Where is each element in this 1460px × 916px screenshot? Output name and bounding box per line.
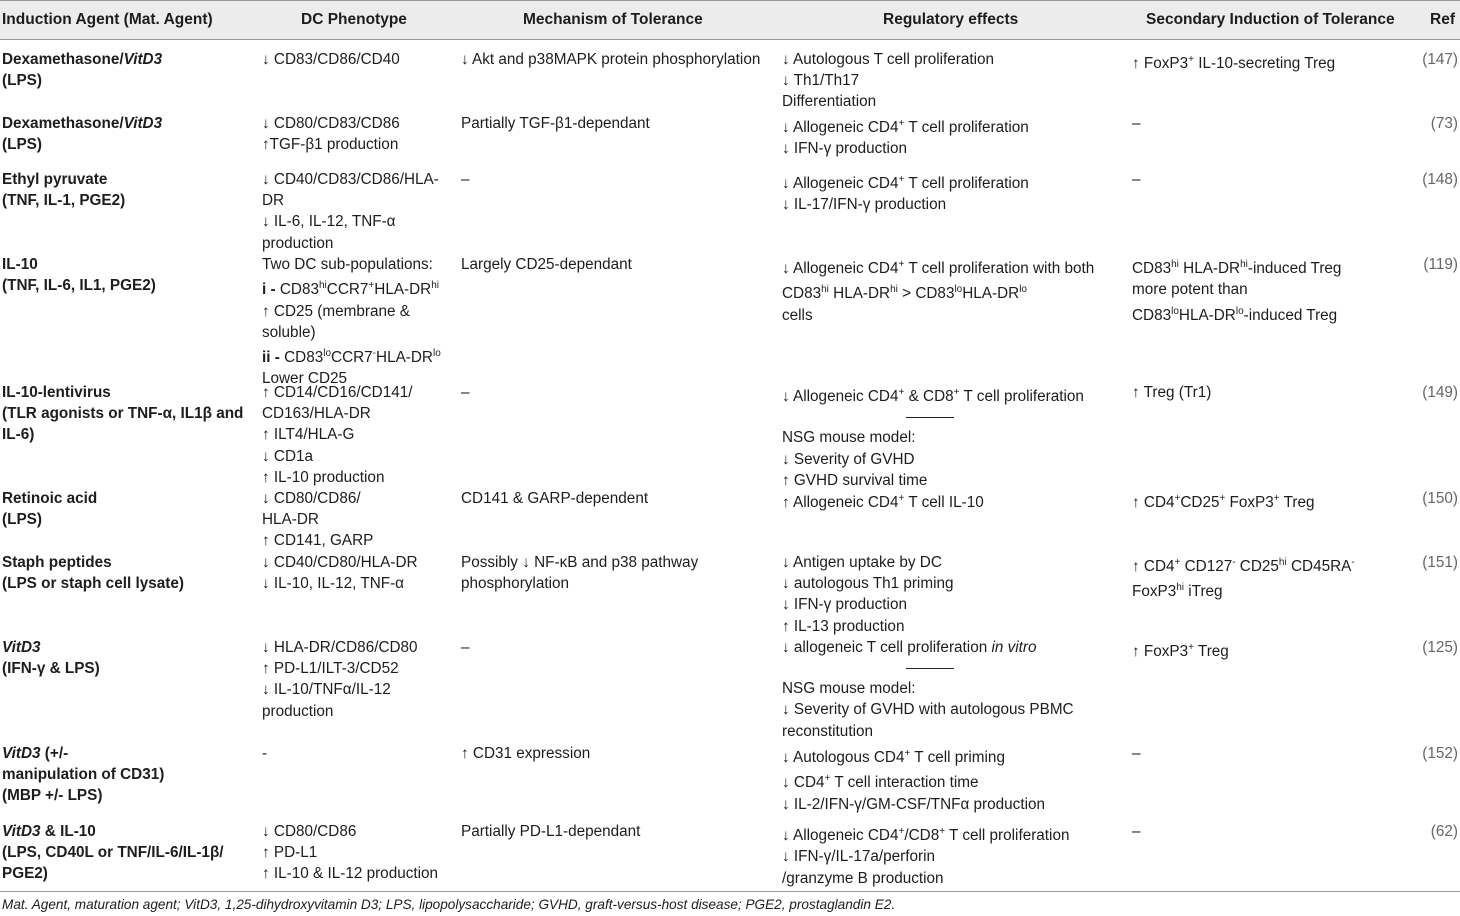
cell-line: (LPS) bbox=[2, 72, 42, 90]
cell-line: CD141 & GARP-dependent bbox=[461, 490, 649, 507]
mechanism-cell bbox=[461, 743, 771, 764]
cell-line: – bbox=[461, 384, 470, 401]
regulatory-cell bbox=[782, 552, 1122, 637]
regulatory-cell bbox=[782, 743, 1122, 815]
cell-line: IL-10 bbox=[2, 256, 38, 273]
cell-line: ↑ CD4+CD25+ FoxP3+ Treg bbox=[1132, 493, 1315, 512]
cell-line: – bbox=[461, 639, 470, 656]
cell-line: ↑ IL-13 production bbox=[782, 617, 905, 635]
cell-line: ↓ Allogeneic CD4+ T cell proliferation with both bbox=[782, 259, 1095, 278]
regulatory-cell bbox=[782, 488, 1122, 513]
phenotype-cell bbox=[262, 382, 452, 488]
mechanism-cell bbox=[461, 49, 771, 70]
regulatory-cell bbox=[782, 169, 1122, 216]
mechanism-cell bbox=[461, 382, 771, 403]
phenotype-cell bbox=[262, 169, 452, 254]
secondary-cell bbox=[1132, 382, 1422, 403]
header-rule bbox=[0, 39, 1460, 40]
phenotype-cell bbox=[262, 743, 452, 764]
cell-line: (LPS) bbox=[2, 136, 42, 154]
bottom-rule bbox=[0, 891, 1460, 892]
cell-line: ↓ allogeneic T cell proliferation in vitro bbox=[782, 639, 1037, 656]
agent-cell bbox=[2, 49, 252, 91]
cell-line: ↑ CD31 expression bbox=[461, 745, 591, 762]
secondary-cell bbox=[1132, 552, 1422, 603]
cell-line: Two DC sub-populations: bbox=[262, 256, 433, 273]
cell-line: ↑ IL-10 & IL-12 production bbox=[262, 865, 439, 883]
cell-line: VitD3 & IL-10 bbox=[2, 823, 96, 840]
cell-line: ↓ IFN-γ production bbox=[782, 596, 907, 614]
cell-line: manipulation of CD31) bbox=[2, 766, 165, 784]
cell-line: ↓ IL-17/IFN-γ production bbox=[782, 196, 947, 214]
phenotype-cell bbox=[262, 821, 452, 885]
cell-line: ↓ Autologous CD4+ T cell priming bbox=[782, 748, 1005, 767]
cell-line: $CD83^{hi}$ HLA-$DR^{hi}$-induced Treg bbox=[1132, 259, 1342, 278]
cell-line: – bbox=[1132, 823, 1141, 840]
cell-line: ↓ IL-2/IFN-γ/GM-CSF/TNFα production bbox=[782, 795, 1045, 813]
agent-cell bbox=[2, 821, 252, 885]
cell-line: more potent than bbox=[1132, 281, 1248, 299]
secondary-cell bbox=[1132, 169, 1422, 190]
cell-line: i - $CD83^{hi}CCR7^+HLA-DR^{hi}$ bbox=[262, 280, 440, 299]
cell-line: ↓ IL-10, IL-12, TNF-α bbox=[262, 575, 405, 593]
cell-line: ↓ Allogeneic CD4+ T cell proliferation bbox=[782, 174, 1029, 193]
phenotype-cell bbox=[262, 552, 452, 594]
cell-line: ↑ CD141, GARP bbox=[262, 532, 374, 550]
cell-line: production bbox=[262, 234, 334, 252]
cell-line: phosphorylation bbox=[461, 575, 570, 593]
cell-line: ↓ IFN-γ/IL-17a/perforin bbox=[782, 848, 936, 866]
cell-line: ↓ Th1/Th17 bbox=[782, 72, 860, 90]
cell-line: $FoxP3^{hi}$ iTreg bbox=[1132, 582, 1223, 601]
cell-line: Staph peptides bbox=[2, 554, 112, 571]
cell-line: ↓ Allogeneic CD4+/CD8+ T cell proliferation bbox=[782, 826, 1070, 845]
ref-cell: (149) bbox=[1422, 384, 1458, 401]
secondary-cell bbox=[1132, 254, 1422, 326]
mechanism-cell bbox=[461, 552, 771, 594]
cell-line: VitD3 bbox=[2, 639, 41, 656]
ref-cell: (125) bbox=[1422, 639, 1458, 656]
header-regulatory-effects: Regulatory effects bbox=[883, 11, 1019, 28]
cell-line: (MBP +/- LPS) bbox=[2, 787, 103, 805]
agent-cell bbox=[2, 552, 252, 594]
mechanism-cell bbox=[461, 113, 771, 134]
cell-line: (LPS, CD40L or TNF/IL-6/IL-1β/ bbox=[2, 844, 224, 862]
ref-cell: (152) bbox=[1422, 745, 1458, 762]
separator-line bbox=[906, 417, 954, 418]
regulatory-cell bbox=[782, 821, 1122, 889]
cell-line: ↓ CD40/CD80/HLA-DR bbox=[262, 554, 418, 571]
cell-line: ↓ Severity of GVHD bbox=[782, 450, 915, 468]
phenotype-cell bbox=[262, 254, 452, 389]
ref-cell: (62) bbox=[1430, 823, 1458, 840]
cell-line: /granzyme B production bbox=[782, 869, 944, 887]
cell-line: Dexamethasone/VitD3 bbox=[2, 115, 163, 132]
cell-line: Dexamethasone/VitD3 bbox=[2, 51, 163, 68]
cell-line: - bbox=[262, 745, 268, 762]
cell-line: (TNF, IL-6, IL1, PGE2) bbox=[2, 277, 156, 295]
cell-line: ↓ Autologous T cell proliferation bbox=[782, 51, 995, 68]
secondary-cell bbox=[1132, 821, 1422, 842]
header-mechanism: Mechanism of Tolerance bbox=[523, 11, 703, 28]
cell-line: NSG mouse model: bbox=[782, 680, 916, 698]
cell-line: ↓ CD83/CD86/CD40 bbox=[262, 51, 400, 68]
agent-cell bbox=[2, 637, 252, 679]
phenotype-cell bbox=[262, 637, 452, 722]
mechanism-cell bbox=[461, 821, 771, 842]
regulatory-cell bbox=[782, 637, 1122, 742]
ref-cell: (151) bbox=[1422, 554, 1458, 571]
mechanism-cell bbox=[461, 488, 771, 509]
cell-line: ↑ Allogeneic CD4+ T cell IL-10 bbox=[782, 493, 984, 512]
phenotype-cell bbox=[262, 49, 452, 70]
cell-line: ↓ HLA-DR/CD86/CD80 bbox=[262, 639, 418, 656]
cell-line: – bbox=[461, 171, 470, 188]
cell-line: ↓ autologous Th1 priming bbox=[782, 575, 954, 593]
cell-line: Differentiation bbox=[782, 93, 877, 111]
cell-line: $CD83^{hi}$ HLA-$DR^{hi} > CD83^{lo}HLA-DR^{lo}$ bbox=[782, 284, 1027, 303]
cell-line: (LPS or staph cell lysate) bbox=[2, 575, 184, 593]
header-dc-phenotype: DC Phenotype bbox=[301, 11, 407, 28]
agent-cell bbox=[2, 113, 252, 155]
separator-line bbox=[906, 668, 954, 669]
secondary-cell bbox=[1132, 743, 1422, 764]
cell-line: – bbox=[1132, 745, 1141, 762]
cell-line: ↑ CD4+ CD127- $CD25^{hi}$ CD45RA- bbox=[1132, 557, 1355, 576]
cell-line: Largely CD25-dependant bbox=[461, 256, 632, 273]
regulatory-cell bbox=[782, 49, 1122, 113]
cell-line: (TNF, IL-1, PGE2) bbox=[2, 192, 126, 210]
cell-line: ↓ Allogeneic CD4+ T cell proliferation bbox=[782, 118, 1029, 137]
cell-line: ↑ FoxP3+ Treg bbox=[1132, 642, 1229, 661]
cell-line: Partially PD-L1-dependant bbox=[461, 823, 641, 840]
ref-cell: (119) bbox=[1423, 256, 1458, 273]
cell-line: ↓ CD40/CD83/CD86/HLA- bbox=[262, 171, 439, 188]
cell-line: ↓ CD80/CD83/CD86 bbox=[262, 115, 400, 132]
cell-line: ↓ CD4+ T cell interaction time bbox=[782, 773, 979, 792]
cell-line: – bbox=[1132, 171, 1141, 188]
cell-line: ↓ Akt and p38MAPK protein phosphorylation bbox=[461, 51, 761, 68]
top-rule bbox=[0, 0, 1460, 1]
cell-line: ↓ CD80/CD86/ bbox=[262, 490, 361, 507]
secondary-cell bbox=[1132, 113, 1422, 134]
cell-line: ii - $CD83^{lo}CCR7^-HLA-DR^{lo}$ bbox=[262, 347, 441, 366]
mechanism-cell bbox=[461, 169, 771, 190]
agent-cell bbox=[2, 382, 252, 446]
cell-line: ↓ Antigen uptake by DC bbox=[782, 554, 942, 571]
cell-line: ↓ Allogeneic CD4+ & CD8+ T cell proliferation bbox=[782, 387, 1084, 406]
cell-line: (TLR agonists or TNF-α, IL1β and bbox=[2, 405, 244, 423]
cell-line: cells bbox=[782, 306, 813, 324]
cell-line: CD163/HLA-DR bbox=[262, 405, 371, 423]
agent-cell bbox=[2, 254, 252, 296]
cell-line: (LPS) bbox=[2, 511, 42, 529]
header-ref: Ref bbox=[1430, 11, 1455, 28]
cell-line: ↓ IL-10/TNFα/IL-12 bbox=[262, 681, 391, 699]
cell-line: Retinoic acid bbox=[2, 490, 98, 507]
regulatory-cell bbox=[782, 113, 1122, 160]
cell-line: ↑TGF-β1 production bbox=[262, 136, 399, 154]
cell-line: ↑ CD25 (membrane & bbox=[262, 302, 410, 320]
cell-line: reconstitution bbox=[782, 722, 873, 740]
cell-line: ↑ ILT4/HLA-G bbox=[262, 426, 355, 444]
cell-line: IL-10-lentivirus bbox=[2, 384, 111, 401]
mechanism-cell bbox=[461, 637, 771, 658]
agent-cell bbox=[2, 743, 252, 807]
cell-line: HLA-DR bbox=[262, 511, 319, 529]
agent-cell bbox=[2, 488, 252, 530]
cell-line: (IFN-γ & LPS) bbox=[2, 660, 100, 678]
cell-line: ↓ CD1a bbox=[262, 447, 314, 465]
cell-line: ↓ Severity of GVHD with autologous PBMC bbox=[782, 701, 1074, 719]
agent-cell bbox=[2, 169, 252, 211]
cell-line: DR bbox=[262, 192, 285, 210]
secondary-cell bbox=[1132, 488, 1422, 513]
table-footnote: Mat. Agent, maturation agent; VitD3, 1,25-dihydroxyvitamin D3; LPS, lipopolysaccharide; GVHD, graft-versus-host disease; PGE2, prostaglandin E2. bbox=[2, 897, 896, 912]
ref-cell: (148) bbox=[1422, 171, 1458, 188]
cell-line: Ethyl pyruvate bbox=[2, 171, 108, 188]
table-header bbox=[0, 0, 1460, 40]
cell-line: soluble) bbox=[262, 323, 316, 341]
cell-line: – bbox=[1132, 115, 1141, 132]
cell-line: Possibly ↓ NF-κB and p38 pathway bbox=[461, 554, 699, 571]
ref-cell: (73) bbox=[1430, 115, 1458, 132]
cell-line: NSG mouse model: bbox=[782, 429, 916, 447]
regulatory-cell bbox=[782, 382, 1122, 491]
cell-line: ↓ IFN-γ production bbox=[782, 140, 907, 158]
cell-line: ↑ IL-10 production bbox=[262, 468, 385, 486]
header-induction-agent: Induction Agent (Mat. Agent) bbox=[2, 11, 213, 28]
ref-cell: (150) bbox=[1422, 490, 1458, 507]
ref-cell: (147) bbox=[1422, 51, 1458, 68]
cell-line: ↓ IL-6, IL-12, TNF-α bbox=[262, 213, 396, 231]
secondary-cell bbox=[1132, 637, 1422, 662]
cell-line: IL-6) bbox=[2, 426, 35, 444]
cell-line: Lower CD25 bbox=[262, 370, 348, 388]
phenotype-cell bbox=[262, 113, 452, 155]
cell-line: ↓ CD80/CD86 bbox=[262, 823, 357, 840]
cell-line: production bbox=[262, 702, 334, 720]
cell-line: PGE2) bbox=[2, 865, 48, 883]
regulatory-cell bbox=[782, 254, 1122, 326]
cell-line: ↑ PD-L1/ILT-3/CD52 bbox=[262, 660, 399, 678]
cell-line: $CD83^{lo}HLA-DR^{lo}$-induced Treg bbox=[1132, 305, 1338, 324]
cell-line: ↑ PD-L1 bbox=[262, 844, 318, 862]
mechanism-cell bbox=[461, 254, 771, 275]
cell-line: ↑ GVHD survival time bbox=[782, 471, 928, 489]
cell-line: VitD3 (+/- bbox=[2, 745, 69, 762]
cell-line: Partially TGF-β1-dependant bbox=[461, 115, 650, 132]
phenotype-cell bbox=[262, 488, 452, 552]
secondary-cell bbox=[1132, 49, 1422, 74]
cell-line: ↑ CD14/CD16/CD141/ bbox=[262, 384, 413, 401]
cell-line: ↑ Treg (Tr1) bbox=[1132, 384, 1212, 401]
header-secondary-induction: Secondary Induction of Tolerance bbox=[1146, 11, 1395, 28]
cell-line: ↑ FoxP3+ IL-10-secreting Treg bbox=[1132, 54, 1336, 73]
